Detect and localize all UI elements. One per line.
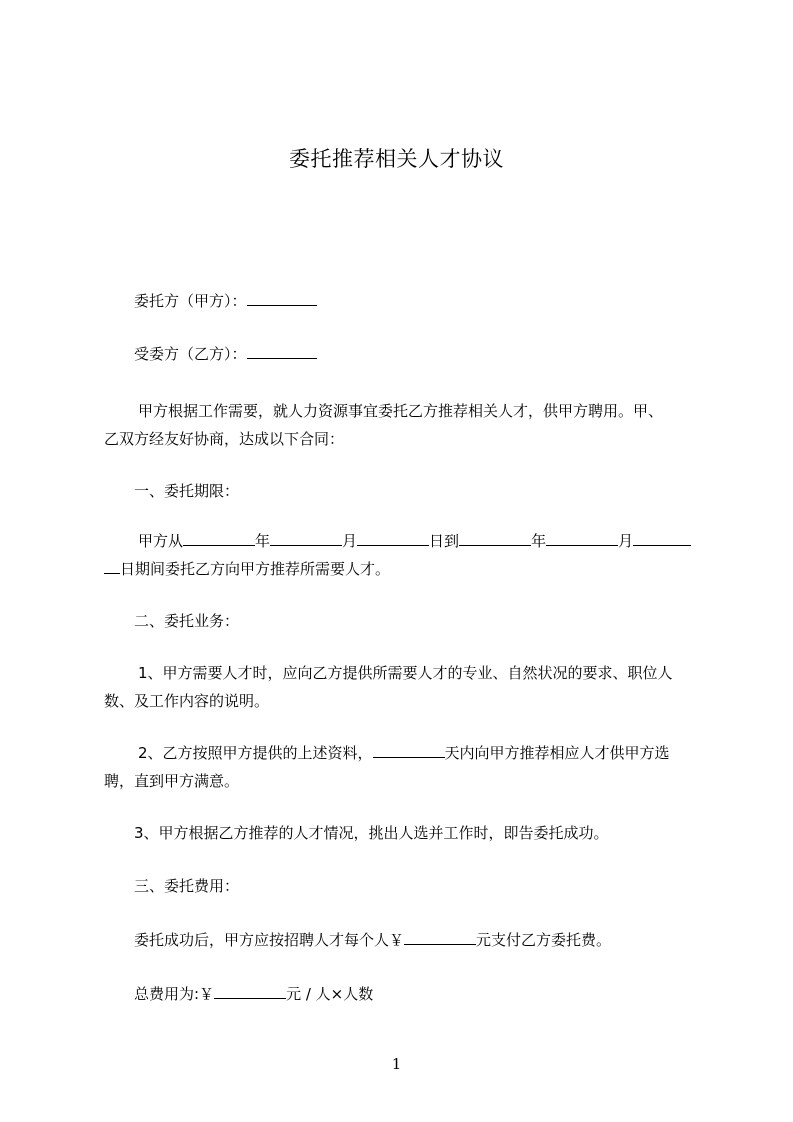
term-line bbox=[104, 526, 714, 556]
fee-text-b: 元支付乙方委托费。 bbox=[476, 931, 612, 949]
item1-line: 数、及工作内容的说明。 bbox=[104, 692, 270, 710]
term-line2 bbox=[104, 554, 714, 584]
party-a-blank bbox=[247, 290, 317, 306]
page-number: 1 bbox=[391, 1055, 402, 1073]
item2-text-b: 天内向甲方推荐相应人才供甲方选 bbox=[444, 744, 670, 762]
intro-paragraph bbox=[104, 396, 714, 454]
section1-heading: 一、委托期限： bbox=[134, 482, 240, 500]
item2-text-a: 2、乙方按照甲方提供的上述资料， bbox=[138, 744, 373, 762]
section2-heading: 二、委托业务： bbox=[134, 612, 240, 630]
fee-text-a: 委托成功后，甲方应按招聘人才每个人￥ bbox=[134, 931, 405, 949]
day-blank bbox=[357, 530, 429, 546]
month2-blank bbox=[546, 530, 618, 546]
section-heading bbox=[104, 476, 714, 506]
party-b-line bbox=[104, 339, 714, 369]
year-blank bbox=[183, 530, 255, 546]
fee-paragraph bbox=[104, 925, 714, 955]
fee-line bbox=[104, 925, 714, 955]
day2-blank-cont bbox=[104, 558, 120, 574]
term-from: 甲方从 bbox=[138, 532, 184, 550]
party-a-label: 委托方（甲方）： bbox=[134, 292, 247, 310]
days-blank bbox=[373, 742, 445, 758]
total-blank bbox=[214, 983, 286, 999]
section3-heading: 三、委托费用： bbox=[134, 877, 240, 895]
item1-paragraph bbox=[104, 658, 714, 716]
total-text-a: 总费用为:￥ bbox=[134, 985, 215, 1003]
intro-line: 甲方根据工作需要，就人力资源事宜委托乙方推荐相关人才，供甲方聘用。甲、 bbox=[138, 402, 664, 420]
item1-line: 1、甲方需要人才时，应向乙方提供所需要人才的专业、自然状况的要求、职位人 bbox=[138, 664, 673, 682]
total-text-b: 元 / 人×人数 bbox=[286, 985, 374, 1003]
term-year: 年 bbox=[255, 532, 271, 550]
total-line bbox=[104, 979, 714, 1009]
term-day-to: 日到 bbox=[429, 532, 460, 550]
year2-blank bbox=[459, 530, 531, 546]
section-heading bbox=[104, 606, 714, 636]
item3-line: 3、甲方根据乙方推荐的人才情况，挑出人选并工作时，即告委托成功。 bbox=[134, 824, 609, 842]
item2-paragraph bbox=[104, 738, 714, 796]
term-month2: 月 bbox=[618, 532, 634, 550]
party-a-line bbox=[104, 286, 714, 316]
term-paragraph bbox=[104, 526, 714, 584]
term-year2: 年 bbox=[531, 532, 547, 550]
document-title: 委托推荐相关人才协议 bbox=[289, 147, 504, 171]
item2-line: 聘，直到甲方满意。 bbox=[104, 772, 240, 790]
intro-line: 乙双方经友好协商，达成以下合同： bbox=[104, 430, 345, 448]
term-line2-text: 日期间委托乙方向甲方推荐所需要人才。 bbox=[120, 560, 391, 578]
party-b-label: 受委方（乙方）： bbox=[134, 345, 247, 363]
item2-line bbox=[104, 738, 714, 768]
party-b-blank bbox=[247, 343, 317, 359]
month-blank bbox=[270, 530, 342, 546]
day2-blank bbox=[633, 530, 691, 546]
fee-blank bbox=[404, 929, 476, 945]
total-paragraph bbox=[104, 979, 714, 1009]
item3-paragraph bbox=[104, 818, 714, 848]
term-month: 月 bbox=[342, 532, 358, 550]
section-heading bbox=[104, 871, 714, 901]
